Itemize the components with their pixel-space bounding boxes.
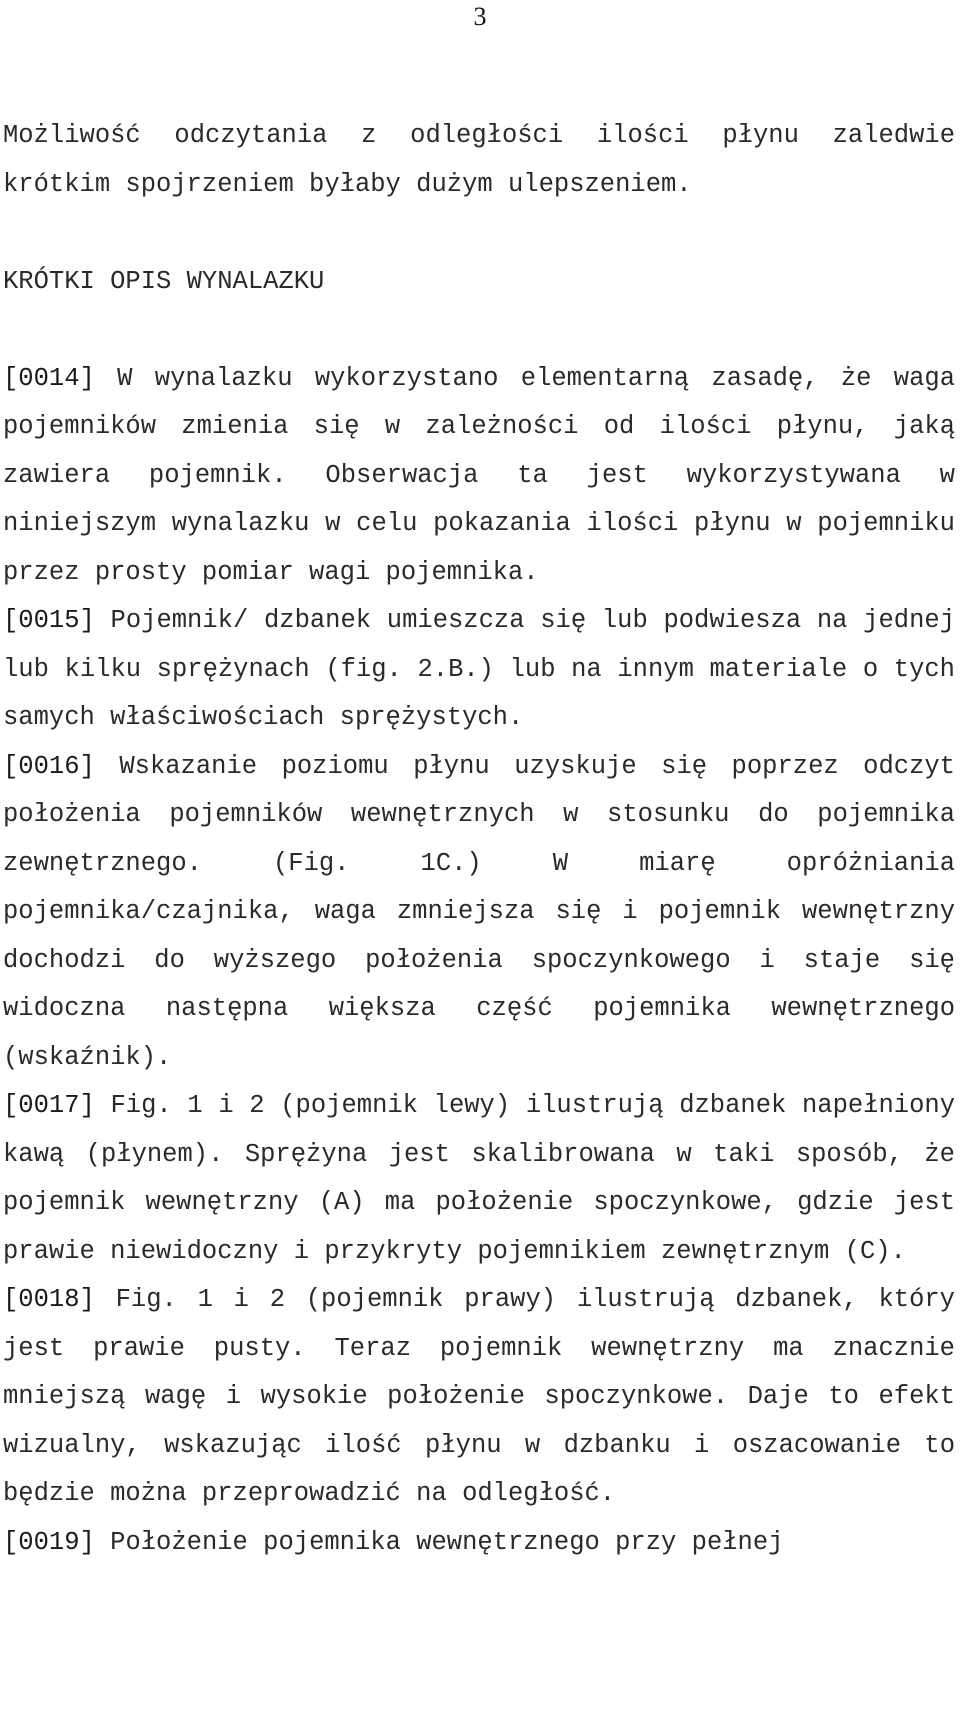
paragraph-number: [0014] [3, 363, 95, 393]
section-heading: KRÓTKI OPIS WYNALAZKU [3, 266, 325, 296]
paragraph-number: [0015] [3, 606, 95, 635]
blank-line [3, 306, 955, 355]
paragraph-text: Wskazanie poziomu płynu uzyskuje się poprzez odczyt położenia pojemników wewnętrznych w stosunku do pojemnika zewnętrznego. (Fig. 1C.) W miarę opróżniania pojemnika/czajnika, waga zmniejsza się i pojemnik wewnętrzny dochodzi do wyższego położenia spoczynkowego i staje się widoczna następna większa część pojemnika wewnętrznego (wskaźnik). [3, 751, 955, 1072]
paragraph-number: [0017] [3, 1091, 95, 1120]
blank-line [3, 209, 955, 258]
intro-paragraph: Możliwość odczytania z odległości ilości płynu zaledwie krótkim spojrzeniem byłaby dużym ulepszeniem. [3, 121, 955, 199]
paragraph-text: Fig. 1 i 2 (pojemnik lewy) ilustrują dzbanek napełniony kawą (płynem). Sprężyna jest skalibrowana w taki sposób, że pojemnik wewnętrzny (A) ma położenie spoczynkowe, gdzie jest prawie niewidoczny i przykryty pojemnikiem zewnętrznym (C). [3, 1091, 955, 1266]
paragraph-text: Fig. 1 i 2 (pojemnik prawy) ilustrują dzbanek, który jest prawie pusty. Teraz pojemnik wewnętrzny ma znacznie mniejszą wagę i wysokie położenie spoczynkowe. Daje to efekt wizualny, wskazując ilość płynu w dzbanku i oszacowanie to będzie można przeprowadzić na odległość. [3, 1285, 955, 1508]
paragraph-number: [0019] [3, 1527, 95, 1557]
paragraph-0016 [3, 743, 955, 1083]
document-body [3, 112, 955, 1567]
paragraph-0018 [3, 1276, 955, 1519]
page-number: 3 [473, 2, 487, 31]
paragraph-text: Położenie pojemnika wewnętrznego przy pełnej [110, 1527, 784, 1557]
paragraph-number: [0018] [3, 1285, 95, 1314]
paragraph-text: Pojemnik/ dzbanek umieszcza się lub podwiesza na jednej lub kilku sprężynach (fig. 2.B.) lub na innym materiale o tych samych właściwościach sprężystych. [3, 606, 956, 732]
paragraph-number: [0016] [3, 751, 95, 781]
paragraph-0014 [3, 355, 955, 598]
paragraph-0019 [3, 1519, 955, 1568]
paragraph-text: W wynalazku wykorzystano elementarną zasadę, że waga pojemników zmienia się w zależności od ilości płynu, jaką zawiera pojemnik. Obserwacja ta jest wykorzystywana w niniejszym wynalazku w celu pokazania ilości płynu w pojemniku przez prosty pomiar wagi pojemnika. [3, 363, 955, 587]
paragraph-0017 [3, 1082, 955, 1276]
paragraph-0015 [3, 597, 955, 743]
